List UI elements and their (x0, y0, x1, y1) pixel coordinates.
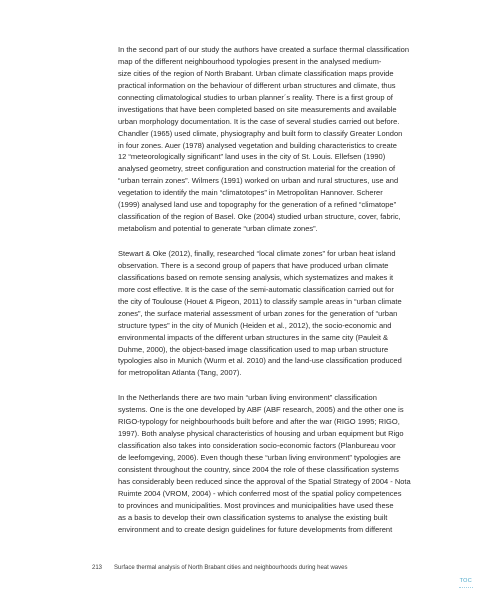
text-line: has considerably been reduced since the approval of the Spatial Strategy of 2004 - Nota (118, 476, 411, 486)
toc-link[interactable]: TOC (459, 578, 472, 584)
text-line: map of the different neighbourhood typologies present in the analysed medium- (118, 56, 382, 66)
text-line: investigations that have been completed based on site measurements and available (118, 104, 397, 114)
text-line: analysed geometry, street configuration and construction material for the creation of (118, 164, 396, 174)
text-line: Chandler (1965) used climate, physiography and built form to classify Greater London (118, 128, 403, 138)
paragraph-2 (118, 248, 423, 379)
text-line: observation. There is a second group of papers that have produced urban climate (118, 260, 389, 270)
text-line: as a basis to develop their own classification systems to analyse the existing built (118, 512, 388, 522)
text-line: consistent throughout the country, since 2004 the role of these classification systems (118, 464, 399, 474)
text-line: structure types” in the city of Munich (Heiden et al., 2012), the socio-economic and (118, 320, 392, 330)
text-line: environment and to create design guidelines for future developments from different (118, 524, 393, 534)
text-line: Stewart & Oke (2012), finally, researched “local climate zones” for urban heat island (118, 249, 396, 258)
text-line: Ruimte 2004 (VROM, 2004) - which conferred most of the spatial policy competences (118, 488, 402, 498)
text-line: connecting climatological studies to urban planner´s reality. There is a first group of (118, 92, 393, 102)
page-number: 213 (92, 565, 103, 571)
text-line: systems. One is the one developed by ABF (ABF research, 2005) and the other one is (118, 405, 404, 415)
text-line: typologies also in Munich (Wurm et al. 2010) and the land-use classification produced (118, 356, 402, 366)
text-line: vegetation to identify the main “climatotopes” in Metropolitan Hannover. Scherer (118, 188, 383, 198)
text-line: (1999) analysed land use and topography for the generation of a refined “climatope” (118, 200, 397, 210)
text-line: urban morphology documentation. It is the case of several studies carried out before. (118, 116, 400, 126)
text-line: de leefomgeving, 2006). Even though these “urban living environment” typologies are (118, 453, 401, 462)
text-line: environmental impacts of the different urban structures in the same city (Pauleit & (118, 332, 388, 342)
text-line: classification also takes into consideration socio-economic factors (Planbureau voor (118, 441, 396, 451)
text-line: for metropolitan Atlanta (Tang, 2007). (118, 368, 242, 378)
text-line: size cities of the region of North Brabant. Urban climate classification maps provide (118, 68, 394, 78)
text-line: more cost effective. It is the case of the semi-automatic classification carried out for (118, 284, 394, 294)
text-line: in four zones. Auer (1978) analysed vegetation and building characteristics to create (118, 140, 397, 150)
text-line: classification of the region of Basel. Oke (2004) studied urban structure, cover, fabric, (118, 212, 401, 222)
running-title: Surface thermal analysis of North Brabant cities and neighbourhoods during heat waves (114, 565, 348, 571)
paragraph-3 (118, 392, 423, 535)
text-line: RIGO-typology for neighbourhoods built before and after the war (RIGO 1995; RIGO, (118, 417, 400, 427)
text-line: 12 “meteorologically significant” land uses in the city of St. Louis. Ellefsen (1990) (118, 152, 386, 162)
text-line: In the Netherlands there are two main “urban living environment” classification (118, 393, 377, 403)
toc-underline (459, 587, 473, 589)
paragraph-1 (118, 44, 423, 235)
text-line: to provinces and municipalities. Most provinces and municipalities have used these (118, 500, 394, 510)
text-line: practical information on the behaviour of different urban structures and climate, thus (118, 80, 396, 90)
text-line: Duhme, 2000), the object-based image classification used to map urban structure (118, 344, 389, 354)
text-line: “urban terrain zones”. Wilmers (1991) worked on urban and rural structures, use and (118, 176, 399, 186)
text-line: the city of Toulouse (Houet & Pigeon, 2011) to classify sample areas in “urban climate (118, 296, 402, 306)
page-footer (92, 565, 347, 571)
text-line: classifications based on remote sensing analysis, which systematizes and makes it (118, 272, 394, 282)
body-text (118, 44, 423, 549)
text-line: zones”, the surface material assessment of urban zones for the generation of “urban (118, 308, 398, 318)
text-line: In the second part of our study the authors have created a surface thermal classification (118, 45, 409, 54)
text-line: 1997). Both analyse physical characteristics of housing and urban equipment but Rigo (118, 429, 404, 439)
text-line: metabolism and potential to generate “urban climate zones”. (118, 224, 318, 234)
